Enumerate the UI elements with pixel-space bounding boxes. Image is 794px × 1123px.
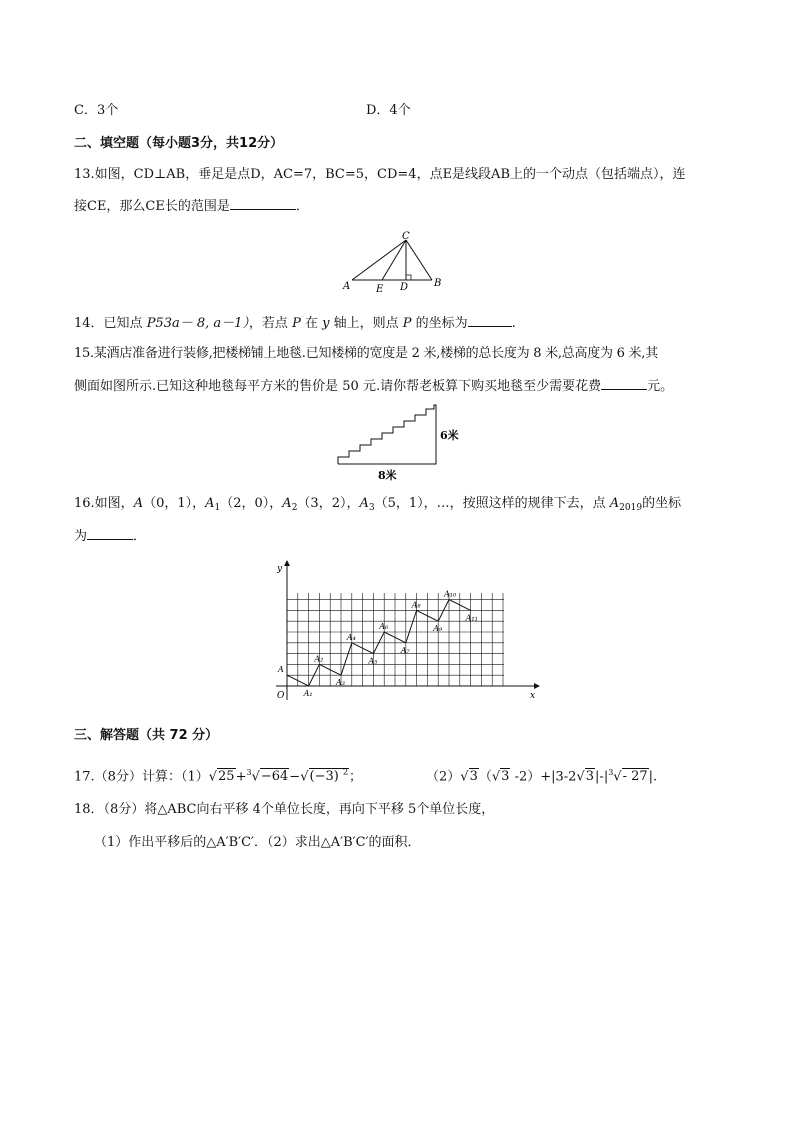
q14-line (74, 314, 516, 333)
q17-line (74, 764, 362, 786)
q17-semicolon: ； (349, 769, 363, 785)
q16-text-2: （0，1）， (143, 496, 206, 511)
q15-height-label: 6米 (440, 429, 459, 442)
q17-radicand-1: 25 (218, 769, 235, 785)
q16-x-label: x (530, 691, 536, 701)
q17-p2-mid2: |-| (595, 769, 609, 785)
q13-answer-blank[interactable] (230, 197, 296, 210)
q16-point-label-a11: A₁₁ (465, 613, 478, 623)
q17-prefix: 17.（8分）计算：（1） (74, 769, 209, 785)
section-2-title: 二、填空题（每小题3分，共12分） (74, 136, 284, 151)
q17-part2 (426, 764, 657, 786)
q13-label-b: B (434, 278, 442, 289)
q16-y-label: y (277, 564, 283, 574)
q14-y: y (322, 316, 330, 331)
q17-part2-prefix: （2） (426, 769, 461, 785)
q14-text-i: 的坐标为 (411, 316, 468, 331)
q13-label-e: E (376, 284, 384, 294)
q16-point-label-a3: A₃ (336, 678, 345, 688)
q16-point-labels (277, 590, 478, 698)
q16-a2019: A (609, 496, 620, 511)
q17-radicand-2: −64 (260, 769, 289, 785)
sqrt-sign-1: √ (208, 769, 218, 785)
q17-plus: + (235, 769, 247, 785)
q14-point-expr: P53a－ 8, a－1） (146, 316, 249, 331)
q16-a2: A (282, 496, 292, 511)
q14-p1: P (292, 316, 301, 331)
q16-x-arrow (534, 683, 540, 689)
q17-square-exp: 2 (342, 768, 349, 777)
q14-text-c: ，若点 (248, 316, 293, 331)
q16-point-label-a2: A₂ (314, 654, 324, 664)
q16-point-label-a4: A₄ (346, 632, 356, 642)
q13-line2 (74, 197, 309, 216)
q14-end: . (511, 316, 516, 331)
q16-point-label-a7: A₇ (400, 645, 410, 655)
q16-a3-sub: 3 (368, 503, 375, 513)
q17-minus: − (289, 769, 301, 785)
q17-radicand-3-base: (−3) (309, 769, 343, 785)
q18-line2: （1）作出平移后的△A′B′C′．（2）求出△A′B′C′的面积． (94, 835, 421, 850)
q16-text-4: （3，2）， (297, 496, 360, 511)
option-d: D．4个 (366, 103, 411, 118)
option-c: C．3个 (74, 103, 119, 118)
q18-line1: 18．（8分）将△ABC向右平移 4个单位长度，再向下平移 5个单位长度， (74, 802, 495, 817)
q16-text-3: （2，0）， (220, 496, 283, 511)
q16-end: ． (133, 529, 147, 544)
q16-text-1: 16.如图， (74, 496, 134, 511)
q15-stairs-figure (336, 403, 466, 485)
q15-text: 侧面如图所示.已知这种地毯每平方米的售价是 50 元.请你帮老板算下购买地毯至少需要花费 (74, 379, 602, 394)
q16-point-label-a6: A₆ (379, 622, 389, 631)
q14-answer-blank[interactable] (468, 314, 512, 327)
q16-coordinate-graph (270, 558, 542, 706)
q16-point-label-a: A (278, 665, 284, 675)
q14-text-a: 14．已知点 (74, 316, 147, 331)
q16-y-arrow (284, 560, 290, 566)
q15-line1: 15.某酒店准备进行装修,把楼梯铺上地毯.已知楼梯的宽度是 2 米,楼梯的总长度为 8 米,总高度为 6 米,其 (74, 346, 658, 361)
section-3-title: 三、解答题（共 72 分） (74, 728, 219, 743)
q16-line2 (74, 527, 146, 546)
q17-p2-end: |. (648, 769, 658, 785)
q16-origin-label: O (277, 691, 285, 701)
q17-p2-rad-1: 3 (469, 769, 478, 785)
q16-a1-sub: 1 (214, 503, 221, 513)
q16-text-6: 的坐标 (642, 496, 682, 511)
sqrt-sign-5: √ (491, 769, 501, 785)
q13-triangle-figure (338, 230, 448, 294)
q16-text-5: （5，1），…，按照这样的规律下去，点 (374, 496, 610, 511)
sqrt-sign-2: √ (251, 769, 260, 785)
q17-p2-paren: （ (478, 769, 492, 785)
q15-end: 元。 (647, 379, 674, 394)
q13-label-a: A (343, 281, 351, 292)
q16-point-label-a8: A₈ (411, 600, 421, 610)
q17-radicand-3 (309, 768, 350, 784)
q17-p2-rad-2: 3 (501, 769, 510, 785)
q16-point-label-a9: A₉ (433, 624, 443, 634)
q17-cube-index: 3 (246, 768, 252, 777)
q16-a1: A (205, 496, 215, 511)
q16-point-label-a10: A₁₀ (444, 589, 457, 599)
q17-p2-rad-4: - 27 (622, 769, 648, 785)
q17-p2-cube-index: 3 (608, 768, 614, 777)
q16-point-label-a1: A₁ (303, 689, 313, 698)
q15-line2 (74, 377, 673, 396)
q16-a: A (133, 496, 144, 511)
q16-a3: A (359, 496, 369, 511)
q14-text-g: 轴上，则点 (329, 316, 403, 331)
q13-line1: 13.如图，CD⊥AB，垂足是点D，AC=7，BC=5，CD=4，点E是线段AB上的一个动点（包括端点），连 (74, 167, 686, 182)
q17-p2-rad-3: 3 (585, 769, 595, 785)
sqrt-sign-6: √ (576, 769, 585, 785)
q13-label-d: D (400, 282, 409, 293)
q14-text-e: 在 (300, 316, 323, 331)
q16-a2-sub: 2 (291, 503, 298, 513)
q16-answer-blank[interactable] (87, 527, 133, 540)
q16-grid (287, 593, 504, 686)
q15-answer-blank[interactable] (601, 377, 647, 390)
q13-end: ． (295, 199, 309, 214)
q16-line2-text: 为 (74, 529, 88, 544)
sqrt-sign-4: √ (460, 769, 469, 785)
q13-label-c: C (402, 231, 410, 242)
q17-p2-mid: -2）+|3-2 (510, 769, 577, 785)
q14-p2: P (402, 316, 412, 331)
q16-a2019-sub: 2019 (619, 503, 643, 513)
q16-point-label-a5: A₅ (368, 656, 378, 666)
q15-length-label: 8米 (378, 469, 397, 482)
sqrt-sign-3: √ (300, 769, 309, 785)
q16-line1 (74, 495, 681, 517)
q13-text: 接CE，那么CE长的范围是 (74, 199, 230, 214)
sqrt-sign-7: √ (613, 769, 622, 785)
